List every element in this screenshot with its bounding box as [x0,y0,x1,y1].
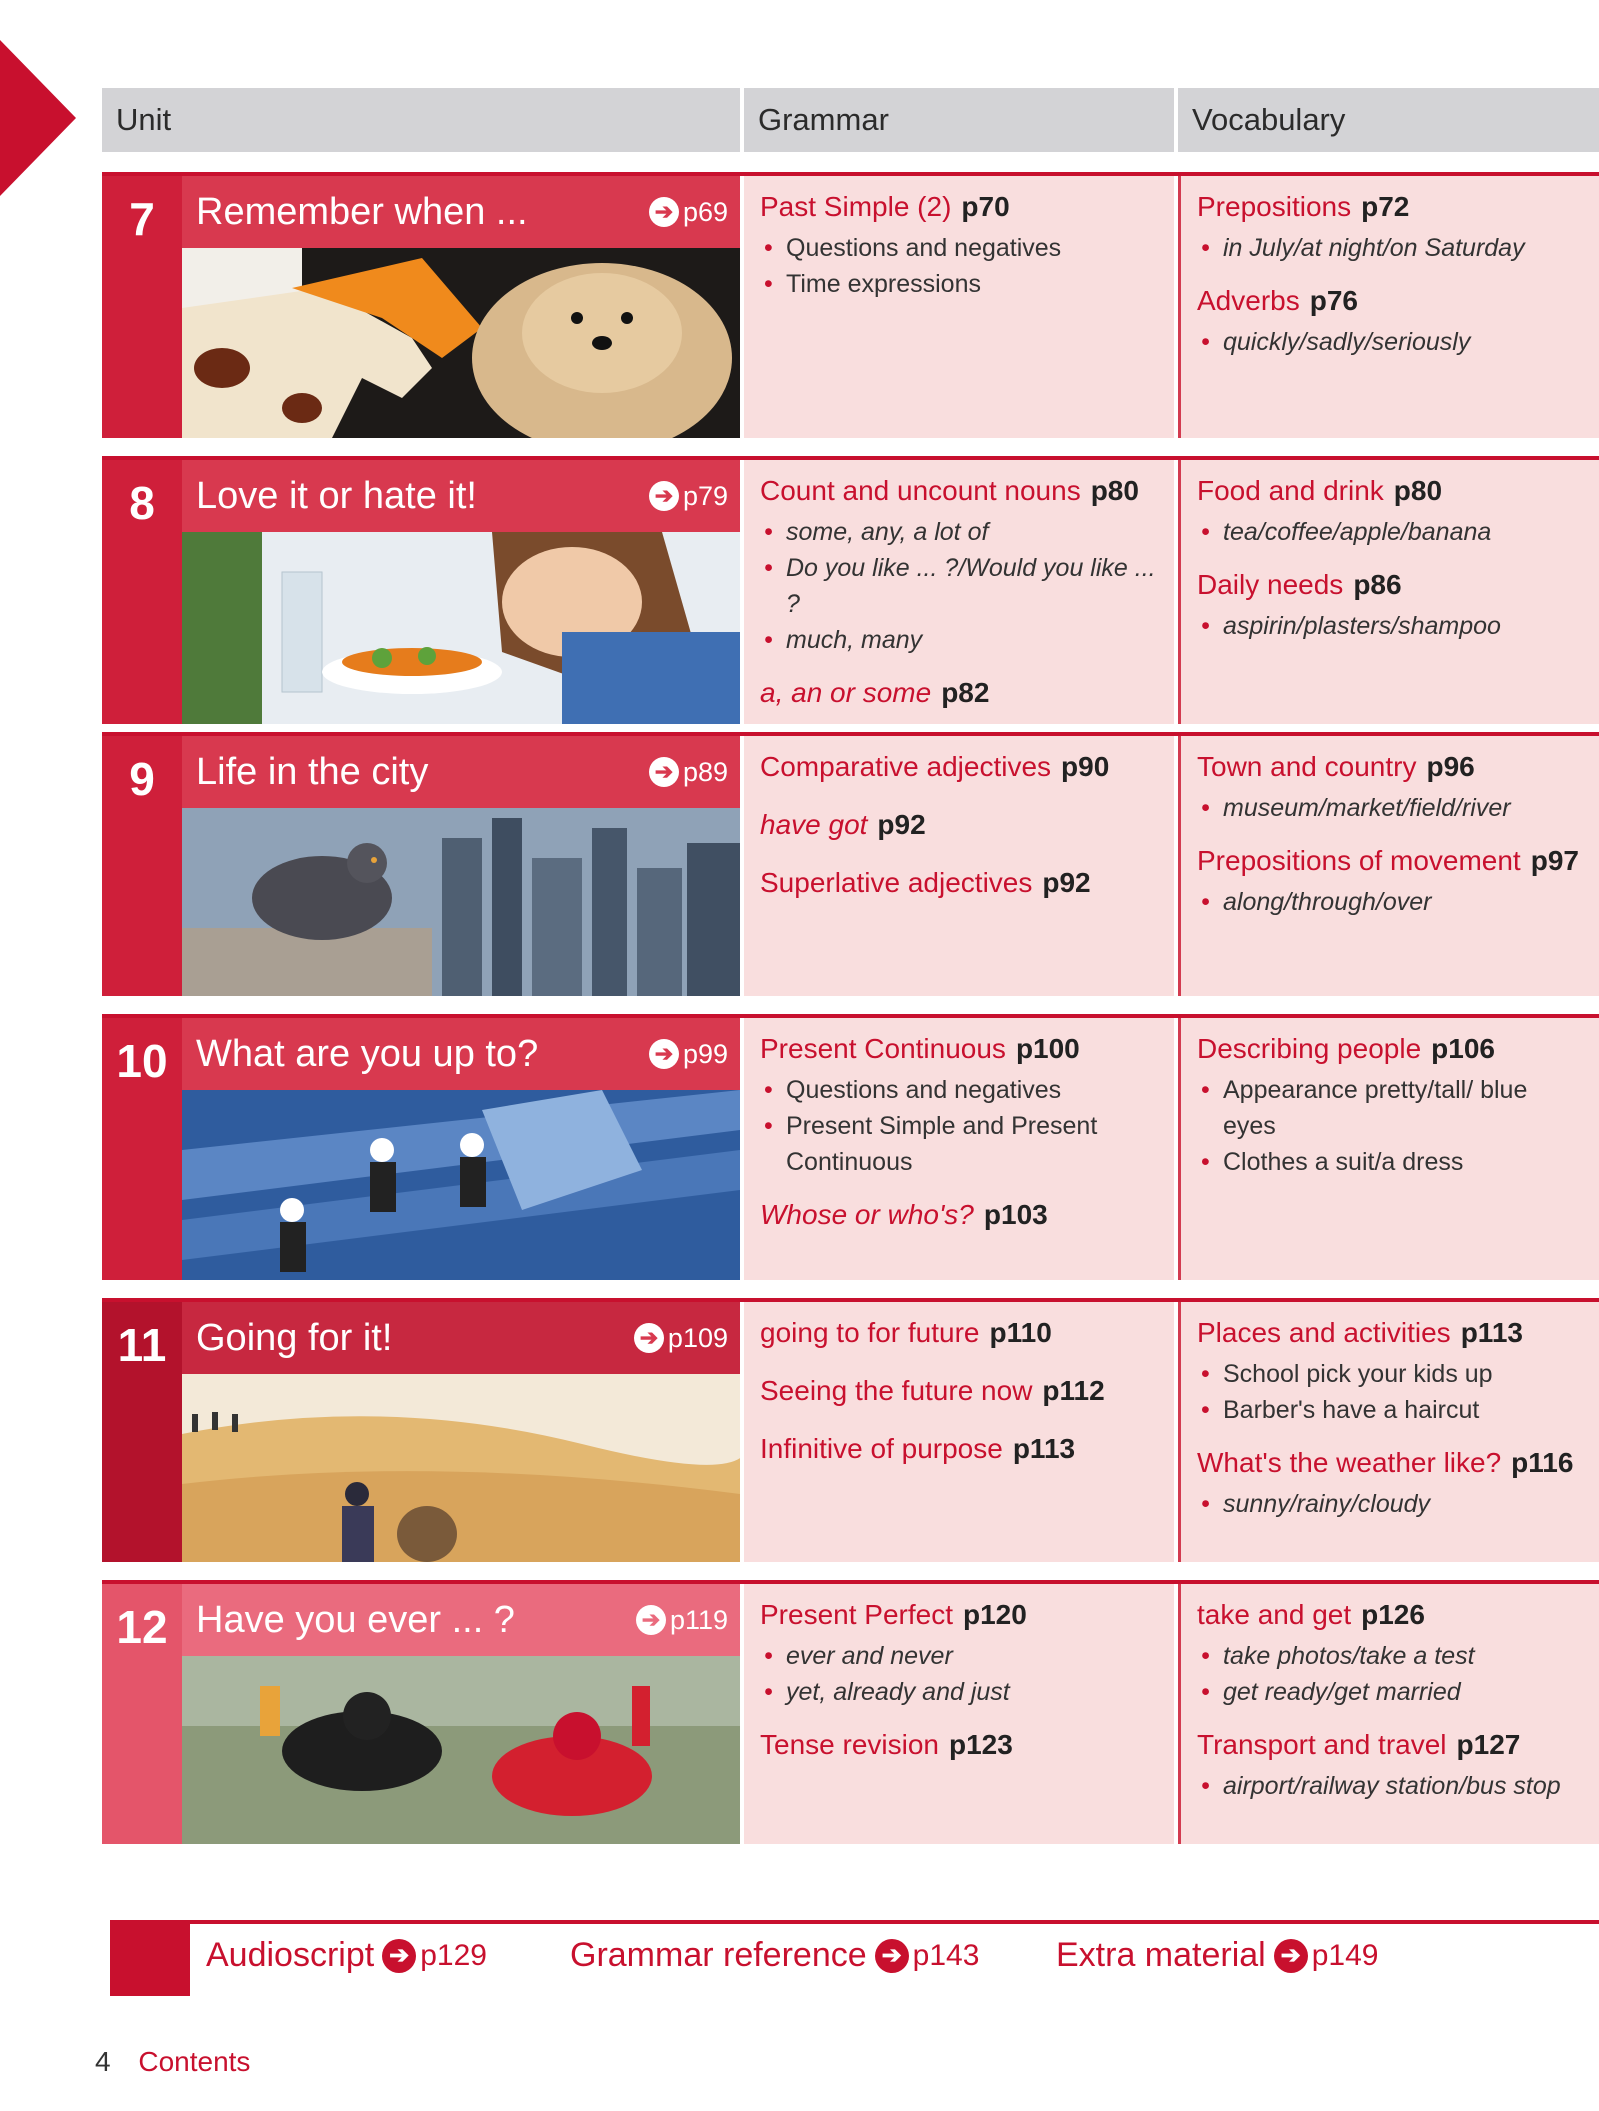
extra-material-page: p149 [1311,1938,1379,1972]
audioscript-label: Audioscript [206,1936,375,1974]
arrow-right-icon: ➔ [382,1939,416,1973]
unit-row-8 [102,460,1599,724]
vocabulary-cell [1178,1302,1599,1562]
vocab-bullet: • take photos/take a test [1197,1638,1583,1674]
grammar-heading[interactable]: Count and uncount nouns p80 [760,475,1139,506]
arrow-right-icon: ➔ [634,1323,664,1353]
vocab-page: p113 [1460,1317,1523,1348]
grammar-heading[interactable]: Comparative adjectives p90 [760,751,1110,782]
unit-row-10 [102,1018,1599,1280]
grammar-page: p70 [961,191,1010,222]
grammar-heading[interactable]: Tense revision p123 [760,1729,1013,1760]
grammar-page: p92 [877,809,926,840]
footer-links-bar [110,1920,1599,1996]
vocabulary-cell [1178,736,1599,996]
vocabulary-cell [1178,1018,1599,1280]
extra-material-link[interactable] [1056,1936,1378,1975]
unit-photo-desert [182,1374,740,1562]
unit-page-number: p119 [669,1604,728,1635]
grammar-cell [744,176,1174,438]
unit-number-strip [102,176,182,438]
unit-number-strip [102,1302,182,1562]
vocab-bullet: • quickly/sadly/seriously [1197,324,1583,360]
unit-row-12 [102,1584,1599,1844]
vocab-heading[interactable]: Describing people p106 [1197,1033,1495,1064]
vocab-bullet: • aspirin/plasters/shampoo [1197,608,1583,644]
grammar-bullet: • Questions and negatives [760,230,1158,266]
grammar-bullet: • yet, already and just [760,1674,1158,1710]
grammar-bullet: • Questions and negatives [760,1072,1158,1108]
grammar-cell [744,1584,1174,1844]
unit-title: Remember when ... [196,190,528,233]
arrow-right-icon: ➔ [649,197,679,227]
unit-title-band [182,1018,740,1090]
grammar-page: p112 [1042,1375,1105,1406]
grammar-heading[interactable]: going to for future p110 [760,1317,1052,1348]
arrow-right-icon: ➔ [636,1605,666,1635]
unit-title-band [182,176,740,248]
vocab-heading[interactable]: What's the weather like? p116 [1197,1447,1574,1478]
grammar-cell [744,1018,1174,1280]
vocab-page: p127 [1456,1729,1521,1760]
vocab-page: p97 [1530,845,1579,876]
unit-row-7 [102,176,1599,438]
grammar-bullet: • Present Simple and Present Continuous [760,1108,1158,1180]
grammar-heading[interactable]: Superlative adjectives p92 [760,867,1091,898]
unit-page-link[interactable] [636,1605,728,1636]
vocab-heading[interactable]: take and get p126 [1197,1599,1425,1630]
grammar-reference-label: Grammar reference [570,1936,867,1974]
grammar-reference-link[interactable] [570,1936,979,1975]
unit-number-strip [102,460,182,724]
unit-photo-pigeon-city [182,808,740,996]
vocab-page: p72 [1361,191,1410,222]
unit-photo-window-cleaners [182,1090,740,1280]
grammar-cell [744,460,1174,724]
unit-number-strip [102,1018,182,1280]
arrow-right-icon: ➔ [649,1039,679,1069]
page-footer [95,2046,250,2078]
grammar-bullet: • Do you like ... ?/Would you like ... ? [760,550,1158,622]
vocab-bullet: • sunny/rainy/cloudy [1197,1486,1583,1522]
unit-photo-toys [182,248,740,438]
grammar-bullet: • ever and never [760,1638,1158,1674]
vocab-bullet: • Barber's have a haircut [1197,1392,1583,1428]
grammar-reference-page: p143 [912,1938,980,1972]
vocabulary-cell [1178,1584,1599,1844]
grammar-page: p90 [1061,751,1110,782]
header-unit: Unit [102,88,740,152]
vocab-bullet: • Appearance pretty/tall/ blue eyes [1197,1072,1583,1144]
footer-divider [190,1920,1599,1924]
grammar-bullet: • some, any, a lot of [760,514,1158,550]
grammar-heading[interactable]: Whose or who's? p103 [760,1199,1048,1230]
grammar-page: p123 [948,1729,1013,1760]
unit-title-band [182,1584,740,1656]
vocab-bullet: • airport/railway station/bus stop [1197,1768,1583,1804]
grammar-page: p100 [1015,1033,1080,1064]
vocab-bullet: • museum/market/field/river [1197,790,1583,826]
footer-red-block [110,1920,190,1996]
unit-title: Love it or hate it! [196,474,477,517]
vocab-heading[interactable]: Food and drink p80 [1197,475,1443,506]
unit-page-number: p99 [682,1038,728,1069]
vocab-page: p126 [1361,1599,1425,1630]
vocab-page: p80 [1393,475,1443,506]
table-header [102,88,1599,152]
vocab-heading[interactable]: Daily needs p86 [1197,569,1402,600]
vocab-page: p106 [1431,1033,1495,1064]
grammar-page: p120 [962,1599,1027,1630]
vocab-bullet: • tea/coffee/apple/banana [1197,514,1583,550]
vocab-heading[interactable]: Places and activities p113 [1197,1317,1523,1348]
unit-title: Have you ever ... ? [196,1598,515,1641]
unit-number: 12 [116,1601,168,1653]
vocab-bullet: • in July/at night/on Saturday [1197,230,1583,266]
vocab-page: p96 [1426,751,1475,782]
unit-number: 11 [117,1319,167,1371]
arrow-right-icon: ➔ [1274,1939,1308,1973]
unit-number-strip [102,1584,182,1844]
unit-page-link[interactable] [649,197,728,228]
audioscript-page: p129 [420,1938,487,1972]
unit-page-link[interactable] [649,1039,728,1070]
grammar-page: p103 [983,1199,1048,1230]
vocab-bullet: • School pick your kids up [1197,1356,1583,1392]
arrow-right-icon: ➔ [649,757,679,787]
unit-title-band [182,460,740,532]
page-number: 4 [95,2046,111,2077]
vocab-page: p86 [1353,569,1402,600]
corner-arrow-decoration [0,40,76,196]
grammar-heading[interactable]: Present Perfect p120 [760,1599,1027,1630]
vocabulary-cell [1178,460,1599,724]
unit-row-9 [102,736,1599,996]
vocab-heading[interactable]: Adverbs p76 [1197,285,1358,316]
unit-page-link[interactable] [649,757,728,788]
unit-title-band [182,736,740,808]
vocab-bullet: • Clothes a suit/a dress [1197,1144,1583,1180]
vocabulary-cell [1178,176,1599,438]
unit-page-link[interactable] [649,481,728,512]
grammar-page: p113 [1012,1433,1076,1464]
vocab-bullet: • get ready/get married [1197,1674,1583,1710]
unit-number-strip [102,736,182,996]
header-grammar: Grammar [744,88,1174,152]
unit-page-number: p79 [682,480,728,511]
grammar-bullet: • Time expressions [760,266,1158,302]
unit-title-band [182,1302,740,1374]
unit-number: 7 [129,193,155,245]
grammar-page: p92 [1042,867,1091,898]
grammar-page: p80 [1090,475,1139,506]
unit-title: Going for it! [196,1316,393,1359]
arrow-right-icon: ➔ [875,1939,909,1973]
vocab-bullet: • along/through/over [1197,884,1583,920]
unit-number: 10 [116,1035,168,1087]
header-vocabulary: Vocabulary [1178,88,1599,152]
grammar-heading[interactable]: Past Simple (2) p70 [760,191,1010,222]
grammar-cell [744,1302,1174,1562]
unit-number: 8 [129,477,155,529]
unit-page-number: p109 [667,1322,728,1353]
unit-photo-girl-vegetables [182,532,740,724]
grammar-heading[interactable]: Seeing the future now p112 [760,1375,1105,1406]
section-name: Contents [138,2046,251,2077]
grammar-page: p110 [989,1317,1052,1348]
grammar-bullet: • much, many [760,622,1158,658]
vocab-heading[interactable]: Prepositions of movement p97 [1197,845,1579,876]
vocab-heading[interactable]: Prepositions p72 [1197,191,1410,222]
grammar-heading[interactable]: a, an or some p82 [760,677,990,708]
vocab-heading[interactable]: Transport and travel p127 [1197,1729,1521,1760]
arrow-right-icon: ➔ [649,481,679,511]
unit-page-link[interactable] [634,1323,728,1354]
vocab-heading[interactable]: Town and country p96 [1197,751,1475,782]
unit-title: What are you up to? [196,1032,539,1075]
grammar-heading[interactable]: have got p92 [760,809,926,840]
unit-page-number: p89 [682,756,728,787]
unit-photo-skydivers [182,1656,740,1844]
unit-number: 9 [129,753,155,805]
extra-material-label: Extra material [1056,1936,1266,1974]
audioscript-link[interactable] [206,1936,487,1975]
grammar-page: p82 [941,677,990,708]
grammar-heading[interactable]: Present Continuous p100 [760,1033,1080,1064]
grammar-heading[interactable]: Infinitive of purpose p113 [760,1433,1076,1464]
unit-title: Life in the city [196,750,429,793]
unit-row-11 [102,1302,1599,1562]
vocab-page: p116 [1511,1447,1574,1478]
unit-page-number: p69 [682,196,728,227]
vocab-page: p76 [1309,285,1358,316]
grammar-cell [744,736,1174,996]
